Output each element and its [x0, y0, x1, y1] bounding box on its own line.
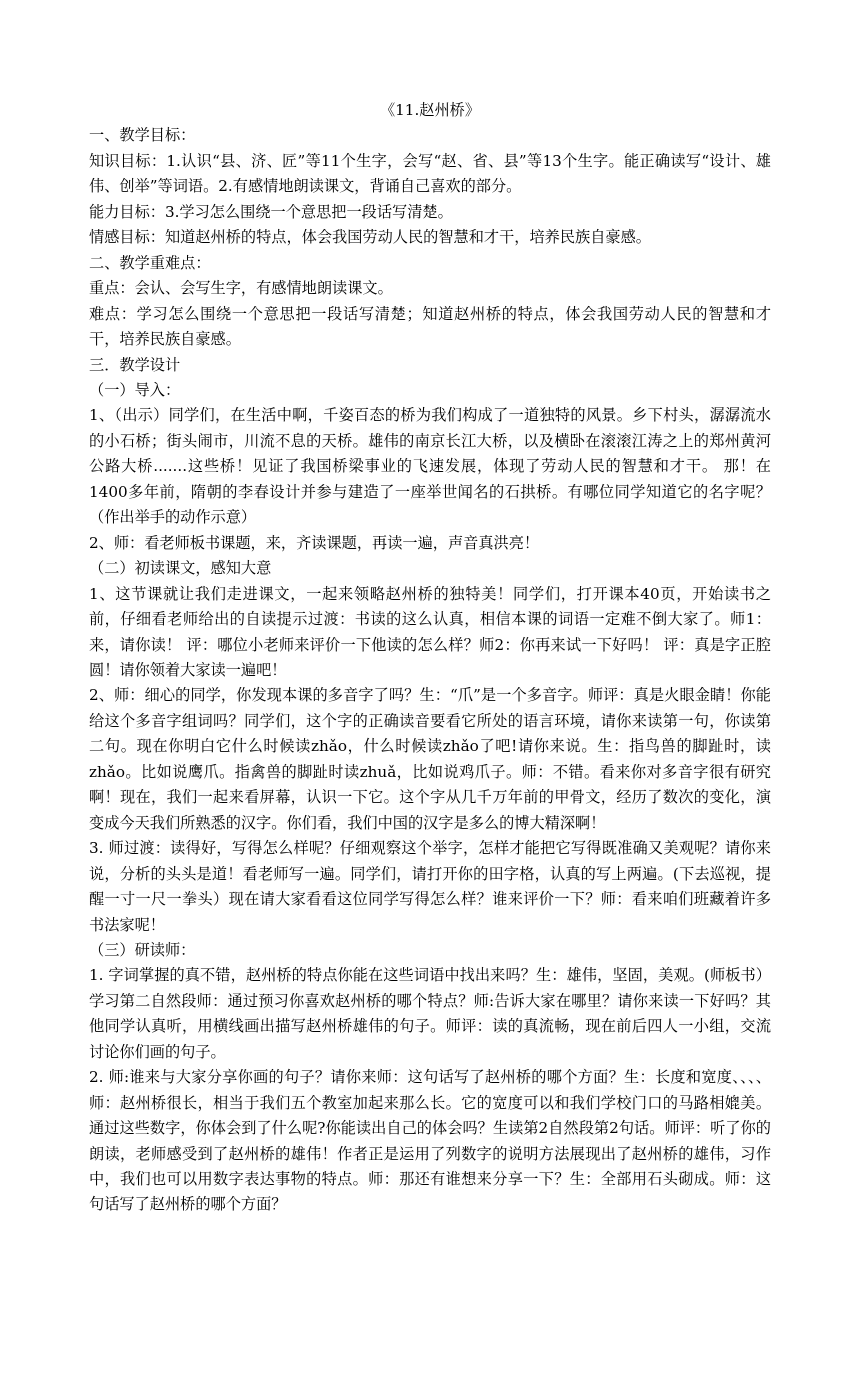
document-title: 《11.赵州桥》: [379, 101, 481, 119]
paragraph: （一）导入：: [89, 380, 181, 399]
paragraph: 2. 师:谁来与大家分享你画的句子？请你来师：这句话写了赵州桥的哪个方面？生：长度和宽度、、、、师：赵州桥很长，相当于我们五个教室加起来那么长。它的宽度可以和我们学校门口的马路相媲美。通过这些数字，你体会到了什么呢?你能读出自己的体会吗？生读第2自然段第2句话。师评：听了你的朗读，老师感受到了赵州桥的雄伟！作者正是运用了列数字的说明方法展现出了赵州桥的雄伟，习作中，我们也可以用数字表达事物的特点。师：那还有谁想来分享一下？生：全部用石头砌成。师：这句话写了赵州桥的哪个方面？: [89, 1068, 771, 1214]
paragraph: 知识目标：1.认识“县、济、匠”等11个生字，会写“赵、省、县”等13个生字。能正确读写“设计、雄伟、创举”等词语。2.有感情地朗读课文，背诵自己喜欢的部分。: [89, 151, 771, 196]
paragraph: 2、师：看老师板书课题，来，齐读课题，再读一遍，声音真洪亮！: [89, 533, 540, 552]
document-content: [89, 98, 771, 1218]
paragraph: 1、这节课就让我们走进课文，一起来领略赵州桥的独特美！同学们，打开课本40页，开始读书之前，仔细看老师给出的自读提示过渡：书读的这么认真，相信本课的词语一定难不倒大家了。师1：来，请你读！ 评：哪位小老师来评价一下他读的怎么样？师2：你再来试一下好吗！ 评：真是字正腔圆！请你领着大家读一遍吧！: [89, 584, 771, 679]
paragraph: 重点：会认、会写生字，有感情地朗读课文。: [89, 279, 393, 298]
paragraph: 能力目标：3.学习怎么围绕一个意思把一段话写清楚。: [89, 202, 453, 221]
paragraph: 1. 字词掌握的真不错，赵州桥的特点你能在这些词语中找出来吗？生：雄伟，坚固，美观。(师板书）学习第二自然段师：通过预习你喜欢赵州桥的哪个特点？师:告诉大家在哪里？请你来读一下好吗？其他同学认真听，用横线画出描写赵州桥雄伟的句子。师评：读的真流畅，现在前后四人一小组，交流讨论你们画的句子。: [89, 966, 771, 1061]
paragraph: 难点：学习怎么围绕一个意思把一段话写清楚；知道赵州桥的特点，体会我国劳动人民的智慧和才干，培养民族自豪感。: [89, 304, 771, 349]
paragraph: 三．教学设计: [89, 355, 181, 374]
paragraph: 一、教学目标：: [89, 126, 196, 145]
paragraph: 1、（出示）同学们，在生活中啊，千姿百态的桥为我们构成了一道独特的风景。乡下村头，潺潺流水的小石桥；街头闹市，川流不息的天桥。雄伟的南京长江大桥，以及横卧在滚滚江涛之上的郑州黄河公路大桥.......这些桥！见证了我国桥梁事业的飞速发展，体现了劳动人民的智慧和才干。 那！在1400多年前，隋朝的李春设计并参与建造了一座举世闻名的石拱桥。有哪位同学知道它的名字呢？（作出举手的动作示意）: [89, 406, 771, 527]
paragraph: 3. 师过渡：读得好，写得怎么样呢？仔细观察这个举字，怎样才能把它写得既准确又美观呢？请你来说，分析的头头是道！看老师写一遍。同学们，请打开你的田字格，认真的写上两遍。(下去巡视，提醒一寸一尺一拳头）现在请大家看看这位同学写得怎么样？谁来评价一下？师：看来咱们班藏着许多书法家呢！: [89, 839, 771, 934]
paragraph: 二、教学重难点：: [89, 253, 211, 272]
paragraph: （三）研读师：: [89, 940, 196, 959]
paragraph: 情感目标：知道赵州桥的特点，体会我国劳动人民的智慧和才干，培养民族自豪感。: [89, 228, 651, 247]
paragraph: （二）初读课文，感知大意: [89, 559, 272, 578]
paragraph-list: [89, 123, 771, 1217]
paragraph: 2、师：细心的同学，你发现本课的多音字了吗？生：“爪”是一个多音字。师评：真是火眼金睛！你能给这个多音字组词吗？同学们，这个字的正确读音要看它所处的语言环境，请你来读第一句，你读第二句。现在你明白它什么时候读zhǎo，什么时候读zhǎo了吧!请你来说。生：指鸟兽的脚趾时，读zhǎo。比如说鹰爪。指禽兽的脚趾时读zhuǎ，比如说鸡爪子。师：不错。看来你对多音字很有研究啊！现在，我们一起来看屏幕，认识一下它。这个字从几千万年前的甲骨文，经历了数次的变化，演变成今天我们所熟悉的汉字。你们看，我们中国的汉字是多么的博大精深啊！: [89, 686, 771, 832]
